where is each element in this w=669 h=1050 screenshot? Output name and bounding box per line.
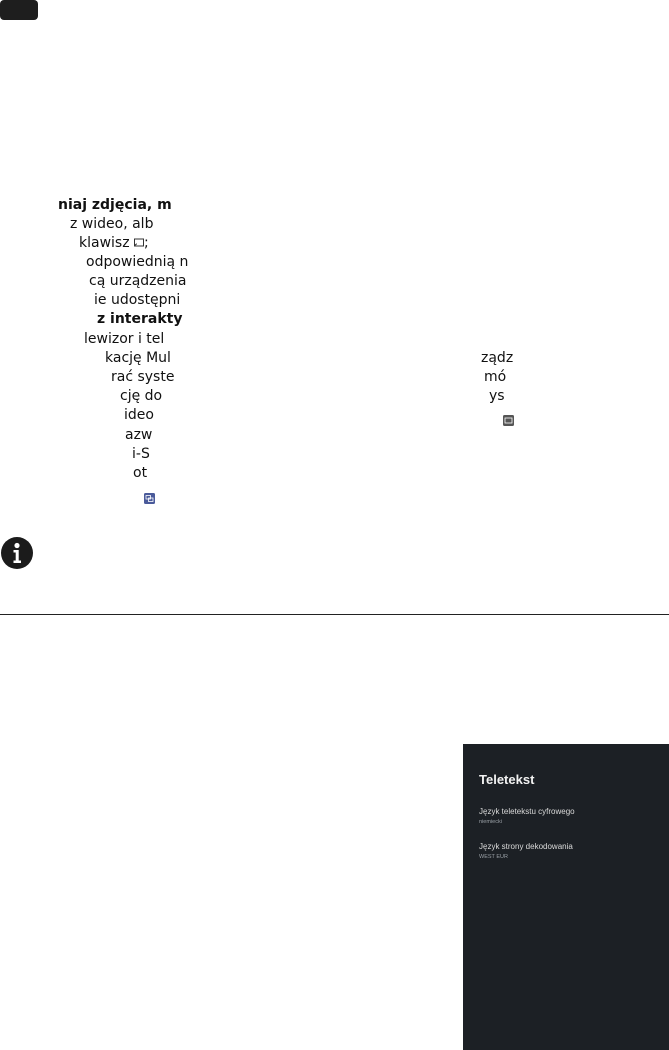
text-line-4: odpowiednią n	[86, 254, 189, 270]
option-decoding-page-language-value: WEST EUR	[479, 854, 508, 860]
text-line-2: z wideo, alb	[70, 216, 154, 232]
tv-settings-panel	[463, 744, 669, 1050]
option-digital-teletext-language[interactable]: Język teletekstu cyfrowego	[479, 807, 575, 816]
text-line-15: ot	[133, 465, 148, 481]
text-line-3	[79, 234, 149, 252]
text-line-3-label: klawisz	[79, 235, 130, 251]
right-text-line-3: ys	[489, 388, 505, 404]
text-line-7: z interakty	[97, 311, 183, 327]
text-line-8: lewizor i tel	[84, 331, 165, 347]
text-line-11: cję do	[120, 388, 163, 404]
section-divider	[0, 614, 669, 615]
right-text-line-1: ządz	[481, 350, 514, 366]
text-line-14: i-S	[132, 446, 150, 462]
page-tab-marker	[0, 0, 38, 20]
screen-icon	[503, 411, 513, 421]
text-line-12: ideo	[124, 407, 154, 423]
panel-title: Teletekst	[479, 772, 535, 787]
cast-icon	[134, 238, 144, 248]
option-digital-teletext-language-value: niemiecki	[479, 819, 502, 825]
info-icon	[0, 536, 34, 570]
text-line-10: rać syste	[111, 369, 175, 385]
text-line-3-suffix: ;	[144, 235, 149, 251]
multi-screen-icon	[144, 489, 154, 499]
text-line-6: ie udostępni	[94, 292, 181, 308]
right-text-line-2: mó	[484, 369, 507, 385]
text-line-1: niaj zdjęcia, m	[58, 197, 172, 213]
text-line-13: azw	[125, 427, 153, 443]
text-line-5: cą urządzenia	[89, 273, 187, 289]
option-decoding-page-language[interactable]: Język strony dekodowania	[479, 842, 573, 851]
text-line-9: kację Mul	[105, 350, 171, 366]
